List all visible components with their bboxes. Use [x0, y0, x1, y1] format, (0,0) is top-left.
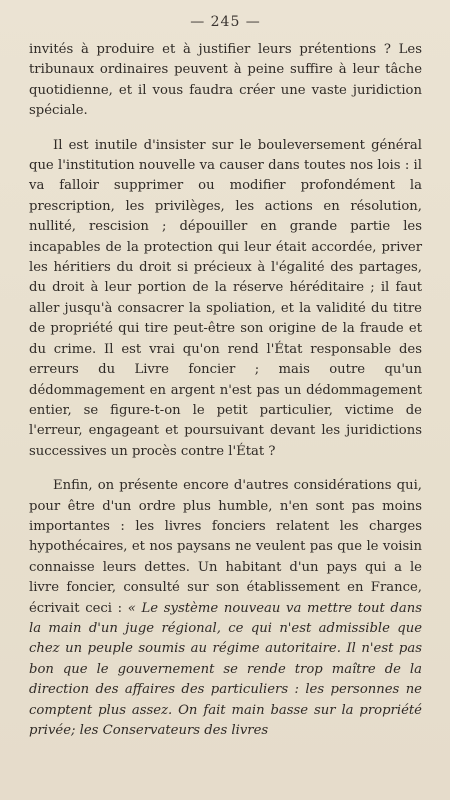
paragraph-1: invités à produire et à justifier leurs prétentions ? Les tribunaux ordinaires peuvent à peine suffire à leur tâche quotidienne, et il vous faudra créer une vaste juridiction spéciale.	[29, 42, 422, 119]
paragraph-3-quote: « Le système nouveau va mettre tout dans la main d'un juge régional, ce qui n'est admissible que chez un peuple soumis au régime autoritaire. Il n'est pas bon que le gouvernement se rende trop maître de la direction des affaires des particuliers : les personnes ne comptent plus assez. On fait main basse sur la propriété privée; les Conservateurs des livres	[29, 600, 422, 738]
paragraph-2: Il est inutile d'insister sur le bouleversement général que l'institution nouvelle va causer dans toutes nos lois : il va falloir supprimer ou modifier profondément la prescription, les privilèges, les actions en résolution, nullité, rescision ; dépouiller en grande partie les incapables de la protection qui leur était accordée, priver les héritiers du droit si précieux à l'égalité des partages, du droit à leur portion de la réserve héréditaire ; il faut aller jusqu'à consacrer la spoliation, et la validité du titre de propriété qui tire peut-être son origine de la fraude et du crime. Il est vrai qu'on rend l'État responsable des erreurs du Livre foncier ; mais outre qu'un dédommagement en argent n'est pas un dédommagement entier, se figure-t-on le petit particulier, victime de l'erreur, engageant et poursuivant devant les juridictions successives un procès contre l'État ?	[29, 137, 422, 459]
page-number: — 245 —	[190, 14, 261, 30]
paragraph-3-text: Enfin, on présente encore d'autres considérations qui, pour être d'un ordre plus humble, n'en sont pas moins importantes : les livres fonciers relatent les charges hypothécaires, et nos paysans ne veulent pas que le voisin connaisse leurs dettes. Un habitant d'un pays qui a le livre foncier, consulté sur son établissement en France, écrivait ceci :	[29, 478, 422, 616]
paragraph-3	[29, 476, 422, 741]
